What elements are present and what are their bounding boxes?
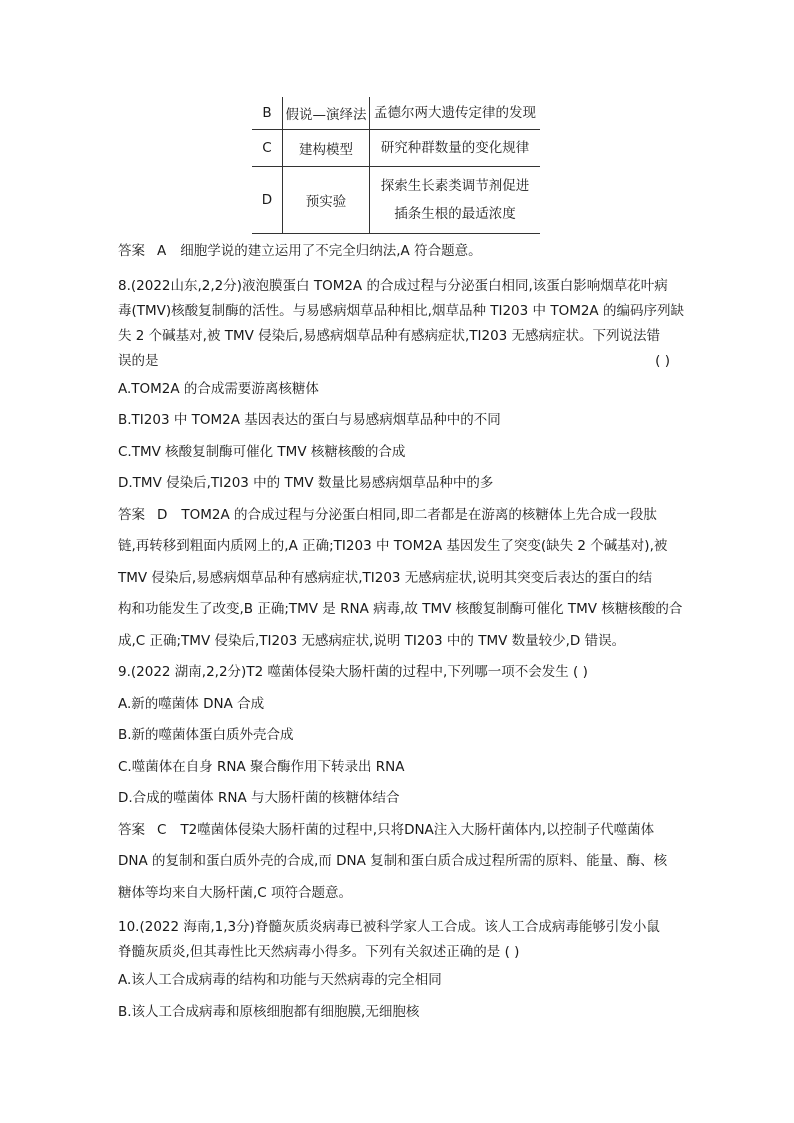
q9-answer-line: 糖体等均来自大肠杆菌,C 项符合题意。 [118,884,353,901]
q9-option-a: A.新的噬菌体 DNA 合成 [118,695,265,712]
q10-option-a: A.该人工合成病毒的结构和功能与天然病毒的完全相同 [118,972,442,988]
q9-answer-line [118,815,678,847]
q9-answer-line: DNA 的复制和蛋白质外壳的合成,而 DNA 复制和蛋白质合成过程所需的原料、能量、酶、核 [118,853,668,869]
row-letter: D [252,167,283,234]
q8-option-d: D.TMV 侵染后,TI203 中的 TMV 数量比易感病烟草品种中的多 [118,475,494,491]
answer-bracket: ( ) [655,352,670,369]
stem-line [118,940,678,965]
row-letter: C [252,130,283,167]
row-result-line: 研究种群数量的变化规律 [380,140,530,156]
row-result [370,130,541,167]
q8-answer-line: 构和功能发生了改变,B 正确;TMV 是 RNA 病毒,故 TMV 核酸复制酶可催化 TMV 核糖核酸的合 [118,601,683,617]
q9-option-c: C.噬菌体在自身 RNA 聚合酶作用下转录出 RNA [118,758,405,775]
stem-line-text: 误的是 [118,352,159,369]
table-row [252,167,540,234]
methods-table [252,97,540,234]
row-result-line: 孟德尔两大遗传定律的发现 [374,105,536,121]
stem-line: 失 2 个碱基对,被 TMV 侵染后,易感病烟草品种有感病症状,TI203 无感病症状。下列说法错 [118,327,661,344]
stem-line-text: 9.(2022 湖南,2,2分)T2 噬菌体侵染大肠杆菌的过程中,下列哪一项不会发生 [118,664,569,680]
row-result [370,167,541,234]
stem-line: 10.(2022 海南,1,3分)脊髓灰质炎病毒已被科学家人工合成。该人工合成病毒能够引发小鼠 [118,919,660,935]
q8-option-b: B.TI203 中 TOM2A 基因表达的蛋白与易感病烟草品种中的不同 [118,412,501,428]
q9-option-b: B.新的噬菌体蛋白质外壳合成 [118,727,294,743]
answer-letter: C [157,821,167,838]
q8-stem [118,274,684,374]
q10-option-b: B.该人工合成病毒和原核细胞都有细胞膜,无细胞核 [118,1003,420,1020]
q8-answer-line: 链,再转移到粗面内质网上的,A 正确;TI203 中 TOM2A 基因发生了突变(缺失 2 个碱基对),被 [118,538,668,554]
stem-line-text: 脊髓灰质炎,但其毒性比天然病毒小得多。下列有关叙述正确的是 [118,944,501,960]
document-body [118,236,684,1028]
table-row [252,130,540,167]
answer-text: 细胞学说的建立运用了不完全归纳法,A 符合题意。 [180,243,482,259]
stem-line: 8.(2022山东,2,2分)液泡膜蛋白 TOM2A 的合成过程与分泌蛋白相同,该蛋白影响烟草花叶病 [118,277,668,294]
answer-bracket: ( ) [573,664,588,680]
row-result [370,97,541,130]
q10-stem [118,915,678,965]
stem-line: 毒(TMV)核酸复制酶的活性。与易感病烟草品种相比,烟草品种 TI203 中 TOM2A 的编码序列缺 [118,302,684,319]
answer-letter: D [157,506,168,523]
q9-stem [118,657,678,689]
q8-option-a: A.TOM2A 的合成需要游离核糖体 [118,380,319,397]
answer-text: TOM2A 的合成过程与分泌蛋白相同,即二者都是在游离的核糖体上先合成一段肽 [181,506,657,523]
answer-label: 答案 [118,506,145,523]
answer-label: 答案 [118,243,145,259]
answer-text: T2噬菌体侵染大肠杆菌的过程中,只将DNA注入大肠杆菌体内,以控制子代噬菌体 [180,821,655,838]
q8-answer-line [118,500,678,532]
q9-option-d: D.合成的噬菌体 RNA 与大肠杆菌的核糖体结合 [118,790,400,806]
q8-answer-line: 成,C 正确;TMV 侵染后,TI203 无感病症状,说明 TI203 中的 TMV 数量较少,D 错误。 [118,632,626,649]
row-letter: B [252,97,283,130]
answer-label: 答案 [118,821,145,838]
table-row [252,97,540,130]
q8-answer-line: TMV 侵染后,易感病烟草品种有感病症状,TI203 无感病症状,说明其突变后表达的蛋白的结 [118,569,653,586]
q8-option-c: C.TMV 核酸复制酶可催化 TMV 核糖核酸的合成 [118,443,406,460]
row-method: 假说—演绎法 [283,97,370,130]
row-result-line: 探索生长素类调节剂促进 [380,178,530,194]
row-method: 建构模型 [283,130,370,167]
answer-letter: A [157,243,167,259]
row-method: 预实验 [283,167,370,234]
stem-line [118,349,678,374]
q7-answer [118,236,678,268]
answer-bracket: ( ) [504,944,520,960]
row-result-line: 插条生根的最适浓度 [394,206,516,222]
